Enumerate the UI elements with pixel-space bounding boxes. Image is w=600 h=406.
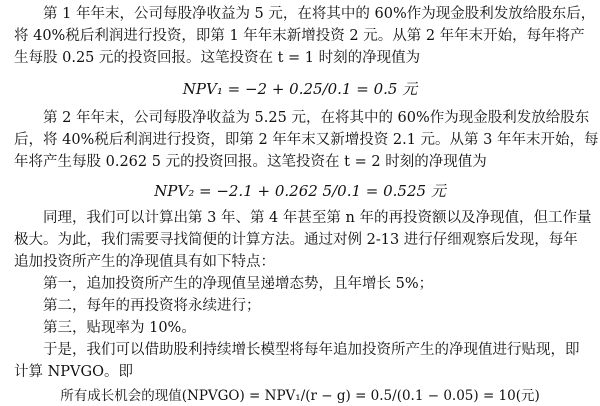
feature-item-2: 第二，每年的再投资将永续进行； <box>43 298 261 314</box>
paragraph-3-line-1: 同理，我们可以计算出第 3 年、第 4 年甚至第 n 年的再投资额以及净现值，但工作量 <box>43 210 592 226</box>
paragraph-2-line-2: 后，将 40%税后利润进行投资，即第 2 年年末又新增投资 2.1 元。从第 3 年年末开始，每 <box>14 132 599 148</box>
paragraph-3-line-2: 极大。为此，我们需要寻找简便的计算方法。通过对例 2-13 进行仔细观察后发现，每年 <box>14 232 578 248</box>
paragraph-4-line-2: 计算 NPVGO。即 <box>14 364 133 380</box>
equation-npv2: NPV₂ = −2.1 + 0.262 5/0.1 = 0.525 元 <box>154 182 446 200</box>
paragraph-1-line-1: 第 1 年年末，公司每股净收益为 5 元，在将其中的 60%作为现金股利发放给股东后， <box>43 6 596 22</box>
equation-npvgo: 所有成长机会的现值(NPVGO) = NPV₁/(r − g) = 0.5/(0.1 − 0.05) = 10(元) <box>60 388 540 404</box>
paragraph-1-line-2: 将 40%税后利润进行投资，即第 1 年年末新增投资 2 元。从第 2 年年末开始，每年将产 <box>14 28 585 44</box>
paragraph-2-line-3: 年将产生每股 0.262 5 元的投资回报。这笔投资在 t = 2 时刻的净现值为 <box>14 154 487 170</box>
paragraph-2-line-1: 第 2 年年末，公司每股净收益为 5.25 元，在将其中的 60%作为现金股利发放给股东 <box>43 110 590 126</box>
feature-item-1: 第一，追加投资所产生的净现值呈递增态势，且年增长 5%； <box>43 276 434 292</box>
equation-npv1: NPV₁ = −2 + 0.25/0.1 = 0.5 元 <box>182 80 418 98</box>
feature-item-3: 第三，贴现率为 10%。 <box>43 320 196 336</box>
paragraph-1-line-3: 生每股 0.25 元的投资回报。这笔投资在 t = 1 时刻的净现值为 <box>14 50 421 66</box>
paragraph-4-line-1: 于是，我们可以借助股利持续增长模型将每年追加投资所产生的净现值进行贴现，即 <box>43 342 580 358</box>
paragraph-3-line-3: 追加投资所产生的净现值具有如下特点： <box>14 254 275 270</box>
